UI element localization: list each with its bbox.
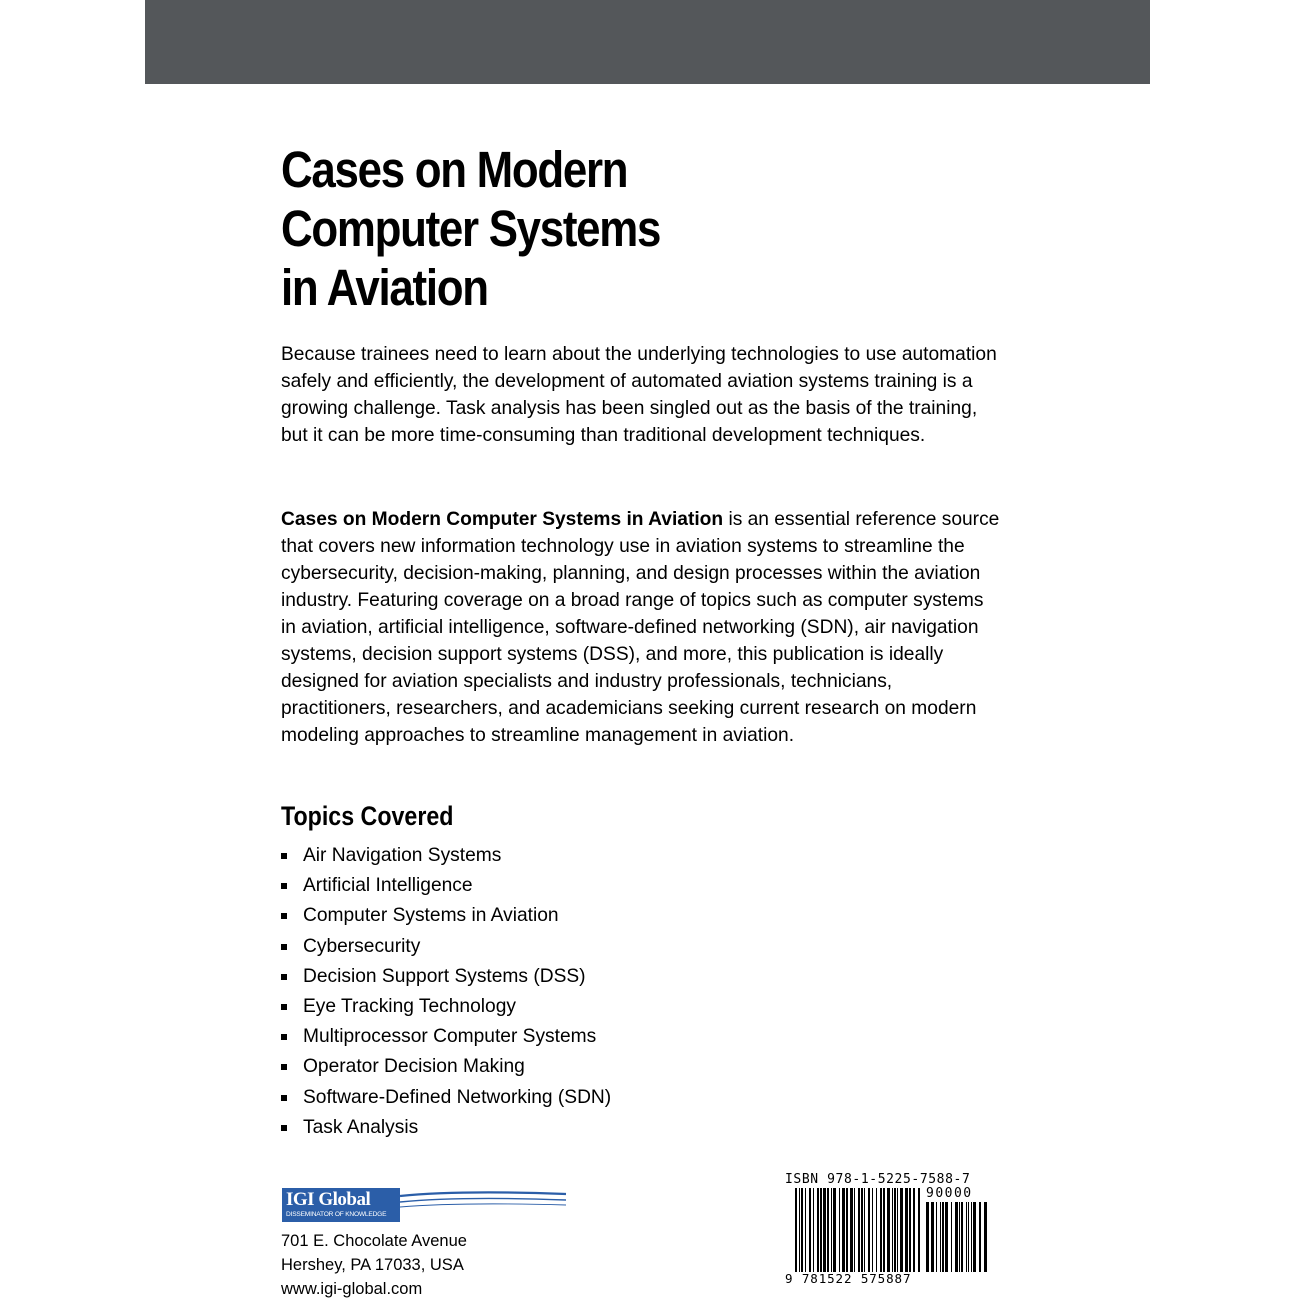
logo-swoosh-icon [400, 1190, 568, 1220]
barcode-bar [795, 1188, 797, 1272]
book-title [281, 140, 660, 317]
topic-label: Eye Tracking Technology [303, 995, 516, 1017]
barcode-bar [880, 1188, 882, 1272]
barcode-bar [940, 1202, 941, 1272]
barcode-bar [872, 1188, 873, 1272]
barcode-bar [955, 1202, 958, 1272]
publisher-website: www.igi-global.com [281, 1280, 423, 1298]
logo-box [282, 1188, 400, 1222]
publisher-logo [282, 1188, 566, 1222]
topic-item [281, 1083, 611, 1113]
barcode-bar [850, 1188, 853, 1272]
barcode-bar [854, 1188, 855, 1272]
bullet-square-icon [281, 1125, 287, 1131]
barcode-bar [979, 1202, 981, 1272]
back-cover [145, 0, 1150, 1296]
barcode-bar [909, 1188, 911, 1272]
topics-list [281, 841, 611, 1143]
topic-label: Task Analysis [303, 1116, 419, 1138]
barcode-bar [883, 1188, 885, 1272]
title-line-1: Cases on Modern [281, 141, 628, 198]
barcode-bar [842, 1188, 845, 1272]
barcode-bar [968, 1202, 969, 1272]
barcode-bar [942, 1202, 944, 1272]
bullet-square-icon [281, 883, 287, 889]
topic-label: Cybersecurity [303, 935, 421, 957]
barcode-bar [833, 1188, 836, 1272]
barcode-bar [827, 1188, 829, 1272]
barcode-bar [905, 1188, 908, 1272]
barcode-bar [936, 1202, 937, 1272]
topic-item [281, 841, 611, 871]
barcode-bar [823, 1188, 826, 1272]
topic-item [281, 932, 611, 962]
isbn-barcode [785, 1172, 990, 1296]
title-line-3: in Aviation [281, 259, 488, 316]
barcode-bar [966, 1202, 967, 1272]
barcode-bar [861, 1188, 863, 1272]
barcode-bar [805, 1188, 806, 1272]
barcode-bar [894, 1188, 896, 1272]
bullet-square-icon [281, 1004, 287, 1010]
bullet-square-icon [281, 853, 287, 859]
barcode-bar [971, 1202, 972, 1272]
logo-name: IGI Global [286, 1189, 371, 1210]
barcode-bar [984, 1202, 987, 1272]
topics-heading: Topics Covered [281, 801, 454, 831]
barcode-bar [817, 1188, 819, 1272]
barcode-bar [926, 1202, 929, 1272]
topic-item [281, 1113, 611, 1143]
bullet-square-icon [281, 1095, 287, 1101]
barcode-bar [918, 1188, 920, 1272]
barcode-bar [868, 1188, 870, 1272]
top-gray-band [145, 0, 1150, 84]
bullet-square-icon [281, 974, 287, 980]
topic-item [281, 962, 611, 992]
barcode-bar [961, 1202, 963, 1272]
topic-label: Air Navigation Systems [303, 845, 502, 866]
barcode-bar [945, 1202, 948, 1272]
barcode-bar [973, 1202, 976, 1272]
bullet-square-icon [281, 913, 287, 919]
barcode-bar [809, 1188, 811, 1272]
topic-label: Multiprocessor Computer Systems [303, 1026, 597, 1048]
topic-label: Software-Defined Networking (SDN) [303, 1086, 612, 1108]
isbn-label: ISBN 978-1-5225-7588-7 [785, 1172, 971, 1187]
title-line-2: Computer Systems [281, 200, 661, 257]
topic-label: Artificial Intelligence [303, 875, 473, 897]
barcode-bar [839, 1188, 840, 1272]
barcode-bar [876, 1188, 877, 1272]
topic-item [281, 992, 611, 1022]
barcode-bar [959, 1202, 960, 1272]
topic-item [281, 901, 611, 931]
barcode-bar [858, 1188, 860, 1272]
book-title-inline: Cases on Modern Computer Systems in Aviation [281, 509, 724, 530]
barcode-bar [887, 1188, 890, 1272]
address-line-1: 701 E. Chocolate Avenue [281, 1232, 467, 1250]
topic-item [281, 871, 611, 901]
ean-digits: 9 781522 575887 [785, 1271, 912, 1286]
barcode-bar [813, 1188, 814, 1272]
barcode-bar [831, 1188, 832, 1272]
barcode-bar [892, 1188, 893, 1272]
topic-label: Computer Systems in Aviation [303, 905, 559, 927]
barcode-bar [820, 1188, 822, 1272]
barcode-bar [913, 1188, 915, 1272]
description-paragraph-2-text: is an essential reference source that covers new information technology use in aviation systems to streamline the cybersecurity, decision-making, planning, and design processes within the aviation industry. Featuring coverage on a broad range of topics such as computer systems in aviation, artificial intelligence, software-defined networking (SDN), air navigation systems, decision support systems (DSS), and more, this publication is ideally designed for aviation specialists and industry professionals, technicians, practitioners, researchers, and academicians seeking current research on modern modeling approaches to streamline management in aviation. [281, 509, 1000, 746]
description-paragraph-1: Because trainees need to learn about the underlying technologies to use automation safely and efficiently, the development of automated aviation systems training is a growing challenge. Task analysis has been singled out as the basis of the training, but it can be more time-consuming than traditional development techniques. [281, 344, 997, 446]
barcode-bar [864, 1188, 865, 1272]
topic-item [281, 1052, 611, 1082]
bullet-square-icon [281, 1034, 287, 1040]
topic-label: Decision Support Systems (DSS) [303, 965, 586, 987]
bullet-square-icon [281, 1064, 287, 1070]
barcode-bar [900, 1188, 903, 1272]
barcode-bar [931, 1202, 934, 1272]
barcode-bar [951, 1202, 952, 1272]
barcode-bar [801, 1188, 803, 1272]
logo-tagline: DISSEMINATOR OF KNOWLEDGE [286, 1211, 387, 1218]
topic-item [281, 1022, 611, 1052]
barcode-bar [897, 1188, 898, 1272]
topic-label: Operator Decision Making [303, 1056, 525, 1078]
barcode-bar [799, 1188, 800, 1272]
publisher-address [281, 1229, 467, 1301]
barcode-bar [846, 1188, 848, 1272]
price-code: 90000 [926, 1186, 973, 1201]
address-line-2: Hershey, PA 17033, USA [281, 1256, 464, 1274]
description-paragraph-2 [281, 506, 1001, 749]
bullet-square-icon [281, 944, 287, 950]
